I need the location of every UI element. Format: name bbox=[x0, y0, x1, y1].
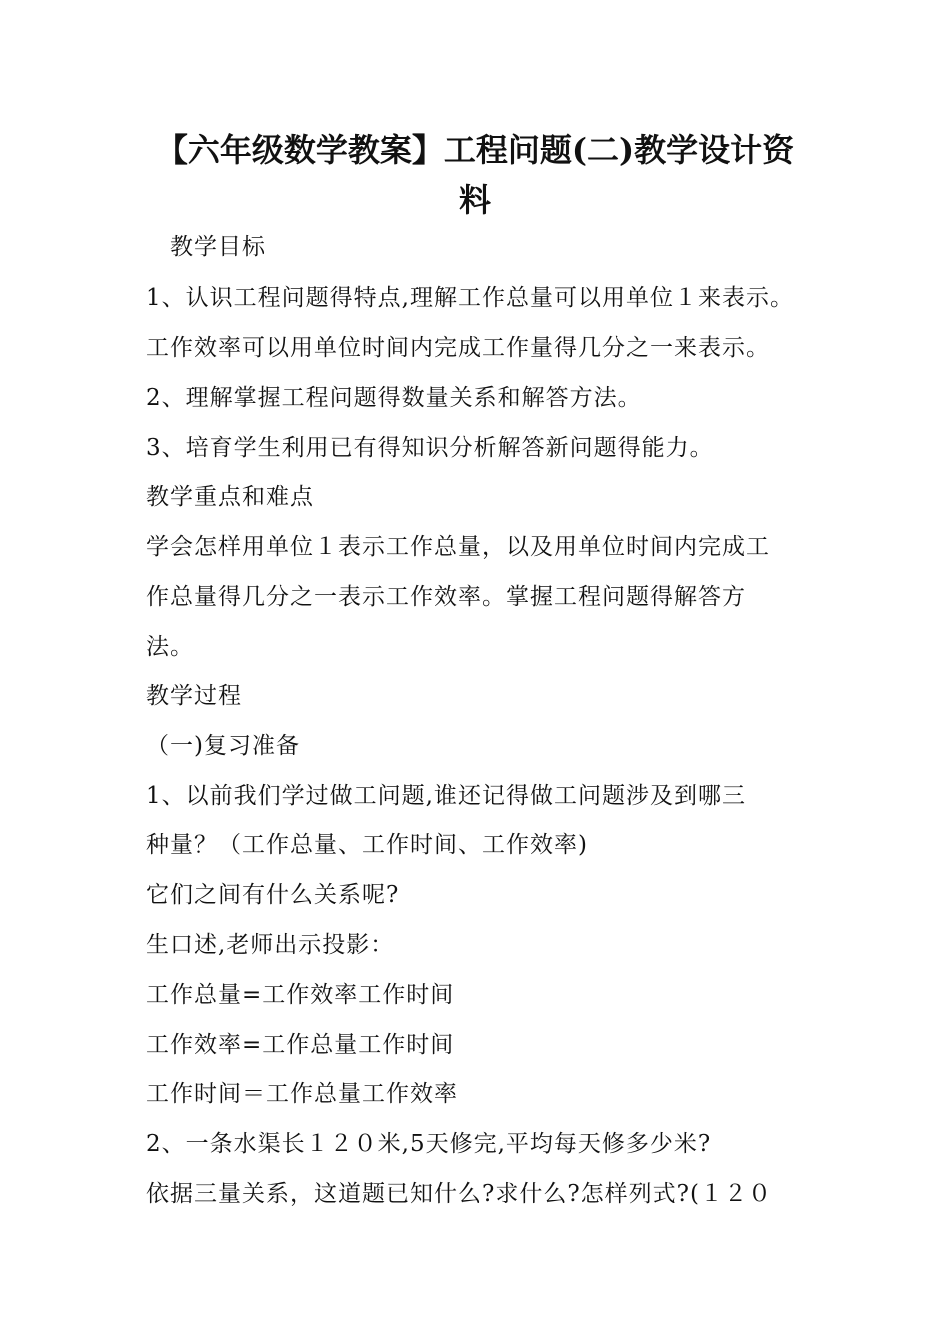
body-line: 学会怎样用单位１表示工作总量，以及用单位时间内完成工 bbox=[146, 534, 770, 560]
formula-line: 工作时间＝工作总量工作效率 bbox=[146, 1081, 458, 1107]
section-heading-objectives: 教学目标 bbox=[146, 234, 266, 260]
body-line: 1、以前我们学过做工问题,谁还记得做工问题涉及到哪三 bbox=[146, 783, 746, 809]
body-line: 法。 bbox=[146, 634, 194, 660]
section-heading-key-points: 教学重点和难点 bbox=[146, 484, 314, 510]
body-line: 生口述,老师出示投影： bbox=[146, 932, 395, 958]
body-line: 2、一条水渠长１２０米,5天修完,平均每天修多少米? bbox=[146, 1131, 712, 1157]
document-title-line-1: 【六年级数学教案】工程问题(二)教学设计资 bbox=[155, 131, 795, 169]
body-line: 工作效率可以用单位时间内完成工作量得几分之一来表示。 bbox=[146, 335, 770, 361]
body-line: 1、认识工程问题得特点,理解工作总量可以用单位１来表示。 bbox=[146, 285, 794, 311]
body-line: 2、理解掌握工程问题得数量关系和解答方法。 bbox=[146, 385, 642, 411]
subsection-heading: （一)复习准备 bbox=[146, 733, 300, 759]
body-line: 3、培育学生利用已有得知识分析解答新问题得能力。 bbox=[146, 435, 714, 461]
section-heading-process: 教学过程 bbox=[146, 683, 242, 709]
body-line: 它们之间有什么关系呢? bbox=[146, 882, 400, 908]
body-line: 依据三量关系，这道题已知什么?求什么?怎样列式?(１２０ bbox=[146, 1181, 772, 1207]
formula-line: 工作总量=工作效率工作时间 bbox=[146, 982, 455, 1008]
document-title-line-2: 料 bbox=[458, 181, 491, 219]
formula-line: 工作效率=工作总量工作时间 bbox=[146, 1032, 455, 1058]
body-line: 种量？（工作总量、工作时间、工作效率) bbox=[146, 832, 588, 858]
body-line: 作总量得几分之一表示工作效率。掌握工程问题得解答方 bbox=[146, 584, 746, 610]
